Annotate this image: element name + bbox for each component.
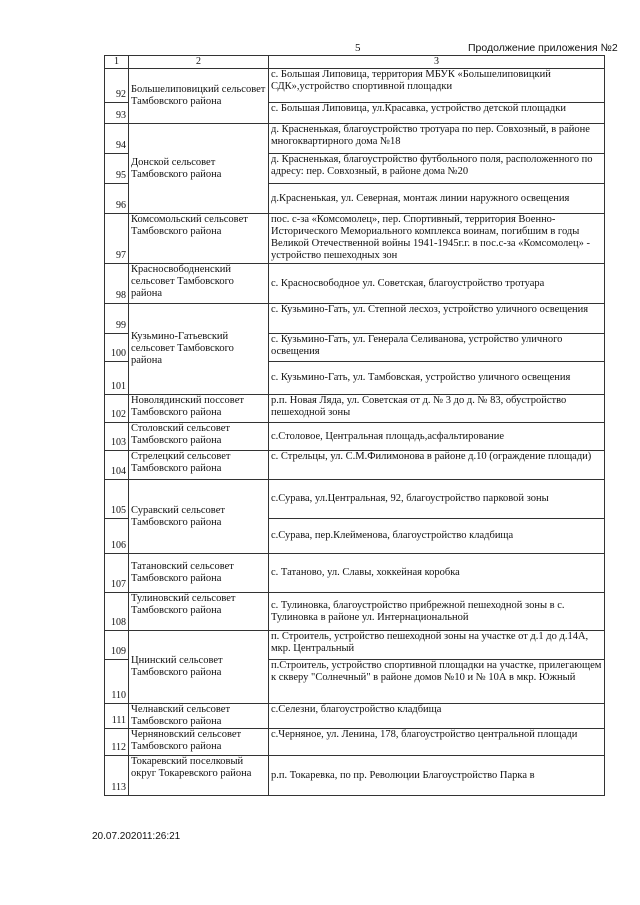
district-cell: Токаревский поселковый округ Токаревского района	[129, 756, 269, 796]
print-timestamp: 20.07.202011:26:21	[92, 831, 181, 842]
table-row	[105, 264, 605, 304]
project-cell: с. Кузьмино-Гать, ул. Генерала Селиванова, устройство уличного освещения	[269, 334, 605, 362]
table-row	[105, 631, 605, 660]
district-cell: Тулиновский сельсовет Тамбовского района	[129, 593, 269, 631]
project-cell: с.Черняное, ул. Ленина, 178, благоустройство центральной площади	[269, 729, 605, 756]
district-cell: Кузьмино-Гатьевский сельсовет Тамбовского района	[129, 304, 269, 395]
row-number: 97	[105, 214, 129, 264]
project-cell: с. Большая Липовица, ул.Красавка, устройство детской площадки	[269, 103, 605, 124]
table-row	[105, 423, 605, 451]
row-number: 103	[105, 423, 129, 451]
project-cell: с. Большая Липовица, территория МБУК «Большелиповицкий СДК»,устройство спортивной площадки	[269, 69, 605, 103]
row-number: 94	[105, 124, 129, 154]
row-number: 113	[105, 756, 129, 796]
column-header: 2	[129, 56, 269, 69]
district-cell: Комсомольский сельсовет Тамбовского района	[129, 214, 269, 264]
row-number: 107	[105, 554, 129, 593]
district-cell: Красносвободненский сельсовет Тамбовского района	[129, 264, 269, 304]
row-number: 104	[105, 451, 129, 480]
projects-table	[104, 55, 605, 796]
project-cell: пос. с-за «Комсомолец», пер. Спортивный, территория Военно-Исторического Мемориального комплекса воинам, погибшим в годы Великой Отечественной войны 1941-1945г.г. в пос.с-за «Комсомолец» - устройство пешеходных зон	[269, 214, 605, 264]
table-row	[105, 756, 605, 796]
row-number: 92	[105, 69, 129, 103]
table-row	[105, 593, 605, 631]
project-cell: р.п. Новая Ляда, ул. Советская от д. № 3 до д. № 83, обустройство пешеходной зоны	[269, 395, 605, 423]
project-cell: с.Столовое, Центральная площадь,асфальтирование	[269, 423, 605, 451]
project-cell: п.Строитель, устройство спортивной площадки на участке, прилегающем к скверу "Солнечный" в районе домов №10 и № 10А в мкр. Южный	[269, 660, 605, 704]
project-cell: д. Красненькая, благоустройство футбольного поля, расположенного по адресу: пер. Совхозный, в районе дома №20	[269, 154, 605, 184]
page-number: 5	[355, 42, 361, 54]
district-cell: Суравский сельсовет Тамбовского района	[129, 480, 269, 554]
column-header: 3	[269, 56, 605, 69]
table-row	[105, 304, 605, 334]
project-cell: с.Сурава, ул.Центральная, 92, благоустройство парковой зоны	[269, 480, 605, 519]
table-row	[105, 395, 605, 423]
table-row	[105, 69, 605, 103]
table-row	[105, 554, 605, 593]
project-cell: с. Кузьмино-Гать, ул. Степной лесхоз, устройство уличного освещения	[269, 304, 605, 334]
project-cell: с. Кузьмино-Гать, ул. Тамбовская, устройство уличного освещения	[269, 362, 605, 395]
row-number: 99	[105, 304, 129, 334]
project-cell: с. Стрельцы, ул. С.М.Филимонова в районе д.10 (ограждение площади)	[269, 451, 605, 480]
district-cell: Цнинский сельсовет Тамбовского района	[129, 631, 269, 704]
project-cell: с. Татаново, ул. Славы, хоккейная коробка	[269, 554, 605, 593]
row-number: 96	[105, 184, 129, 214]
row-number: 102	[105, 395, 129, 423]
project-cell: с. Красносвободное ул. Советская, благоустройство тротуара	[269, 264, 605, 304]
district-cell: Донской сельсовет Тамбовского района	[129, 124, 269, 214]
project-cell: д. Красненькая, благоустройство тротуара по пер. Совхозный, в районе многоквартирного дома №18	[269, 124, 605, 154]
row-number: 93	[105, 103, 129, 124]
row-number: 101	[105, 362, 129, 395]
district-cell: Челнавский сельсовет Тамбовского района	[129, 704, 269, 729]
row-number: 98	[105, 264, 129, 304]
district-cell: Большелиповицкий сельсовет Тамбовского района	[129, 69, 269, 124]
row-number: 109	[105, 631, 129, 660]
column-header: 1	[105, 56, 129, 69]
table-row	[105, 704, 605, 729]
continuation-label: Продолжение приложения №2	[468, 42, 618, 54]
row-number: 111	[105, 704, 129, 729]
project-cell: с.Сурава, пер.Клейменова, благоустройство кладбища	[269, 519, 605, 554]
table-row	[105, 214, 605, 264]
row-number: 110	[105, 660, 129, 704]
project-cell: п. Строитель, устройство пешеходной зоны на участке от д.1 до д.14А, мкр. Центральный	[269, 631, 605, 660]
table-row	[105, 729, 605, 756]
table-header-row	[105, 56, 605, 69]
project-cell: р.п. Токаревка, по пр. Революции Благоустройство Парка в	[269, 756, 605, 796]
table-row	[105, 480, 605, 519]
row-number: 95	[105, 154, 129, 184]
row-number: 106	[105, 519, 129, 554]
district-cell: Татановский сельсовет Тамбовского района	[129, 554, 269, 593]
table-row	[105, 451, 605, 480]
project-cell: с.Селезни, благоустройство кладбища	[269, 704, 605, 729]
table-row	[105, 124, 605, 154]
row-number: 100	[105, 334, 129, 362]
row-number: 105	[105, 480, 129, 519]
district-cell: Стрелецкий сельсовет Тамбовского района	[129, 451, 269, 480]
row-number: 112	[105, 729, 129, 756]
project-cell: с. Тулиновка, благоустройство прибрежной пешеходной зоны в с. Тулиновка в районе ул. Интернациональной	[269, 593, 605, 631]
district-cell: Новолядинский поссовет Тамбовского района	[129, 395, 269, 423]
district-cell: Черняновский сельсовет Тамбовского района	[129, 729, 269, 756]
row-number: 108	[105, 593, 129, 631]
district-cell: Столовский сельсовет Тамбовского района	[129, 423, 269, 451]
project-cell: д.Красненькая, ул. Северная, монтаж линии наружного освещения	[269, 184, 605, 214]
